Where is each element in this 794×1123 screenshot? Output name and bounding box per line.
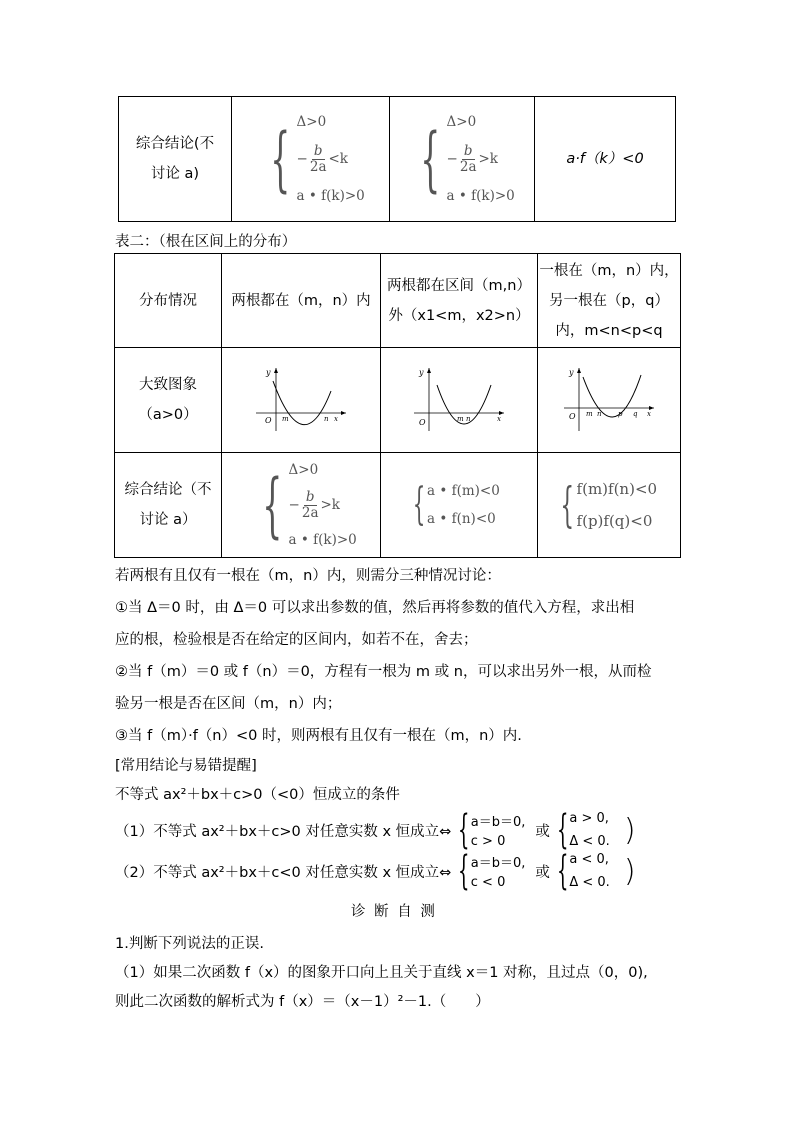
brace-icon: { — [556, 807, 569, 853]
cond-line: − $\frac{b}{2a}$ >k — [288, 488, 340, 521]
cond-line: a • f(m)<0 — [427, 483, 500, 499]
frac-num: b — [305, 488, 315, 505]
row-label-line2: 讨论 a) — [150, 166, 200, 182]
table-root-distribution — [114, 253, 681, 558]
cond-line: a • f(k)>0 — [446, 188, 515, 204]
header-label: 内，m<n<p<q — [555, 322, 663, 339]
cond-line: Δ>0 — [296, 114, 327, 130]
cond-line: a < 0, — [569, 852, 609, 867]
header-label: 两根都在（m，n）内 — [231, 292, 371, 309]
brace-icon: { — [262, 464, 283, 546]
cond-line: a＝b＝0, — [470, 856, 526, 871]
row-label-line1: 大致图象 — [139, 377, 197, 393]
table2-title: 表二：（根在区间上的分布） — [115, 234, 297, 250]
brace-icon: { — [420, 118, 441, 200]
cond-line: a > 0, — [569, 811, 609, 826]
graph-label-x: x — [497, 415, 501, 423]
frac-den: 2a — [309, 158, 327, 175]
table-row-label — [119, 97, 232, 222]
row-conclusion-label — [115, 453, 222, 558]
question-intro: 1.判断下列说法的正误. — [115, 936, 264, 952]
table-cell-condition-1 — [232, 97, 390, 222]
frac-den: 2a — [301, 504, 319, 521]
cond-rel: >k — [478, 150, 498, 167]
brace-icon: { — [458, 807, 470, 853]
header-label: 分布情况 — [139, 292, 197, 309]
condition-system — [550, 848, 610, 894]
parabola-graph-both-outside — [409, 363, 509, 433]
header-both-outside — [381, 254, 538, 348]
graph-label-o: O — [419, 418, 426, 427]
graph-label-n: n — [324, 415, 329, 423]
condition-system-1 — [258, 114, 365, 204]
row-label-line2: （a>0） — [138, 407, 198, 423]
row-label-line1: 综合结论(不 — [135, 136, 215, 152]
section-title: 诊 断 自 测 — [351, 904, 437, 920]
paragraph: 应的根，检验根是否在给定的区间内，如若不在，舍去； — [115, 632, 478, 648]
table-cell-condition-2 — [390, 97, 535, 222]
condition-system-3 — [250, 462, 357, 548]
row-graph-label — [115, 348, 222, 453]
graph-label-m: m — [586, 410, 593, 418]
paragraph: ②当 f（m）＝0 或 f（n）＝0，方程有一根为 m 或 n，可以求出另外一根，从而检 — [115, 664, 652, 680]
paragraph: ①当 Δ＝0 时，由 Δ＝0 可以求出参数的值，然后再将参数的值代入方程，求出相 — [115, 600, 635, 616]
conclusion-cell-3 — [538, 453, 681, 558]
frac-num: b — [463, 142, 473, 159]
cond-line: Δ>0 — [446, 114, 477, 130]
question-line: 则此二次函数的解析式为 f（x）＝（x－1）²－1.（ ） — [115, 994, 490, 1010]
condition-system — [550, 807, 610, 853]
cond-line: a＝b＝0, — [470, 815, 526, 830]
conclusion-cell-2 — [381, 453, 538, 558]
cond-line: f(p)f(q)<0 — [576, 512, 653, 530]
cond-rel: <k — [328, 150, 348, 167]
inequality-condition-2 — [115, 848, 636, 894]
header-label: 两根都在区间（m,n） — [387, 277, 531, 294]
graph-label-m: m — [282, 415, 289, 423]
condition-system-4 — [405, 479, 500, 530]
cond-line: f(m)f(n)<0 — [576, 480, 658, 498]
cond-line: c < 0 — [470, 875, 506, 890]
close-paren-icon: ) — [623, 812, 636, 848]
question-line: （1）如果二次函数 f（x）的图象开口向上且关于直线 x＝1 对称，且过点（0，0), — [115, 965, 648, 981]
cond-line: Δ < 0. — [569, 875, 610, 890]
brace-icon: { — [458, 848, 470, 894]
or-text: 或 — [535, 864, 550, 881]
graph-label-p: p — [618, 410, 623, 418]
row-label-line1: 综合结论（不 — [124, 482, 212, 498]
row-label-line2: 讨论 a） — [139, 512, 197, 528]
conclusion-cell-1 — [222, 453, 381, 558]
condition-system-2 — [408, 114, 515, 204]
condition-3: a·f（k）<0 — [566, 151, 644, 167]
header-both-inside — [222, 254, 381, 348]
cond-line: − $\frac{b}{2a}$ >k — [446, 142, 498, 175]
table-cell-condition-3 — [535, 97, 676, 222]
close-paren-icon: ) — [623, 853, 636, 889]
cond-line: Δ>0 — [288, 462, 319, 478]
header-label: 另一根在（p，q） — [549, 292, 669, 309]
frac-num: b — [313, 142, 323, 159]
condition-system-5 — [552, 477, 658, 533]
brace-icon: { — [556, 848, 569, 894]
graph-cell-1 — [222, 348, 381, 453]
cond-line: a • f(k)>0 — [288, 532, 357, 548]
paragraph: ③当 f（m）·f（n）<0 时，则两根有且仅有一根在（m，n）内. — [115, 728, 522, 744]
brace-icon: { — [412, 479, 426, 530]
paragraph: 若两根有且仅有一根在（m，n）内，则需分三种情况讨论： — [115, 568, 501, 584]
parabola-graph-both-inside — [251, 363, 351, 433]
table-conclusion-top — [118, 96, 676, 222]
header-distribution — [115, 254, 222, 348]
graph-label-y: y — [266, 368, 271, 377]
cond-line: c > 0 — [470, 834, 506, 849]
header-label: 外（x1<m，x2>n） — [388, 307, 530, 324]
condition-text: （1）不等式 ax²＋bx＋c>0 对任意实数 x 恒成立⇔ — [115, 823, 452, 840]
graph-label-o: O — [265, 416, 272, 425]
brace-icon: { — [270, 118, 291, 200]
graph-cell-3 — [538, 348, 681, 453]
paragraph: 不等式 ax²＋bx＋c>0（<0）恒成立的条件 — [115, 787, 400, 803]
graph-label-q: q — [633, 410, 638, 418]
or-text: 或 — [535, 823, 550, 840]
graph-label-n: n — [466, 415, 471, 423]
graph-label-x: x — [334, 415, 338, 423]
condition-text: （2）不等式 ax²＋bx＋c<0 对任意实数 x 恒成立⇔ — [115, 864, 452, 881]
graph-label-m: m — [457, 415, 464, 423]
cond-line: − $\frac{b}{2a}$ <k — [296, 142, 348, 175]
parabola-graph-one-each — [559, 363, 659, 433]
graph-label-y: y — [419, 368, 424, 377]
graph-label-n: n — [597, 410, 602, 418]
cond-rel: >k — [320, 496, 340, 513]
header-label: 一根在（m，n）内， — [539, 262, 679, 279]
condition-system — [451, 807, 526, 853]
cond-line: Δ < 0. — [569, 834, 610, 849]
section-heading: [常用结论与易错提醒] — [115, 758, 257, 774]
graph-label-y: y — [569, 368, 574, 377]
inequality-condition-1 — [115, 807, 636, 853]
condition-system — [451, 848, 526, 894]
header-one-each — [538, 254, 681, 348]
frac-den: 2a — [459, 158, 477, 175]
cond-line: a • f(k)>0 — [296, 188, 365, 204]
graph-cell-2 — [381, 348, 538, 453]
paragraph: 验另一根是否在区间（m，n）内； — [115, 696, 342, 712]
brace-icon: { — [560, 477, 575, 533]
graph-label-o: O — [569, 412, 576, 421]
graph-label-x: x — [647, 410, 651, 418]
cond-line: a • f(n)<0 — [427, 511, 496, 527]
